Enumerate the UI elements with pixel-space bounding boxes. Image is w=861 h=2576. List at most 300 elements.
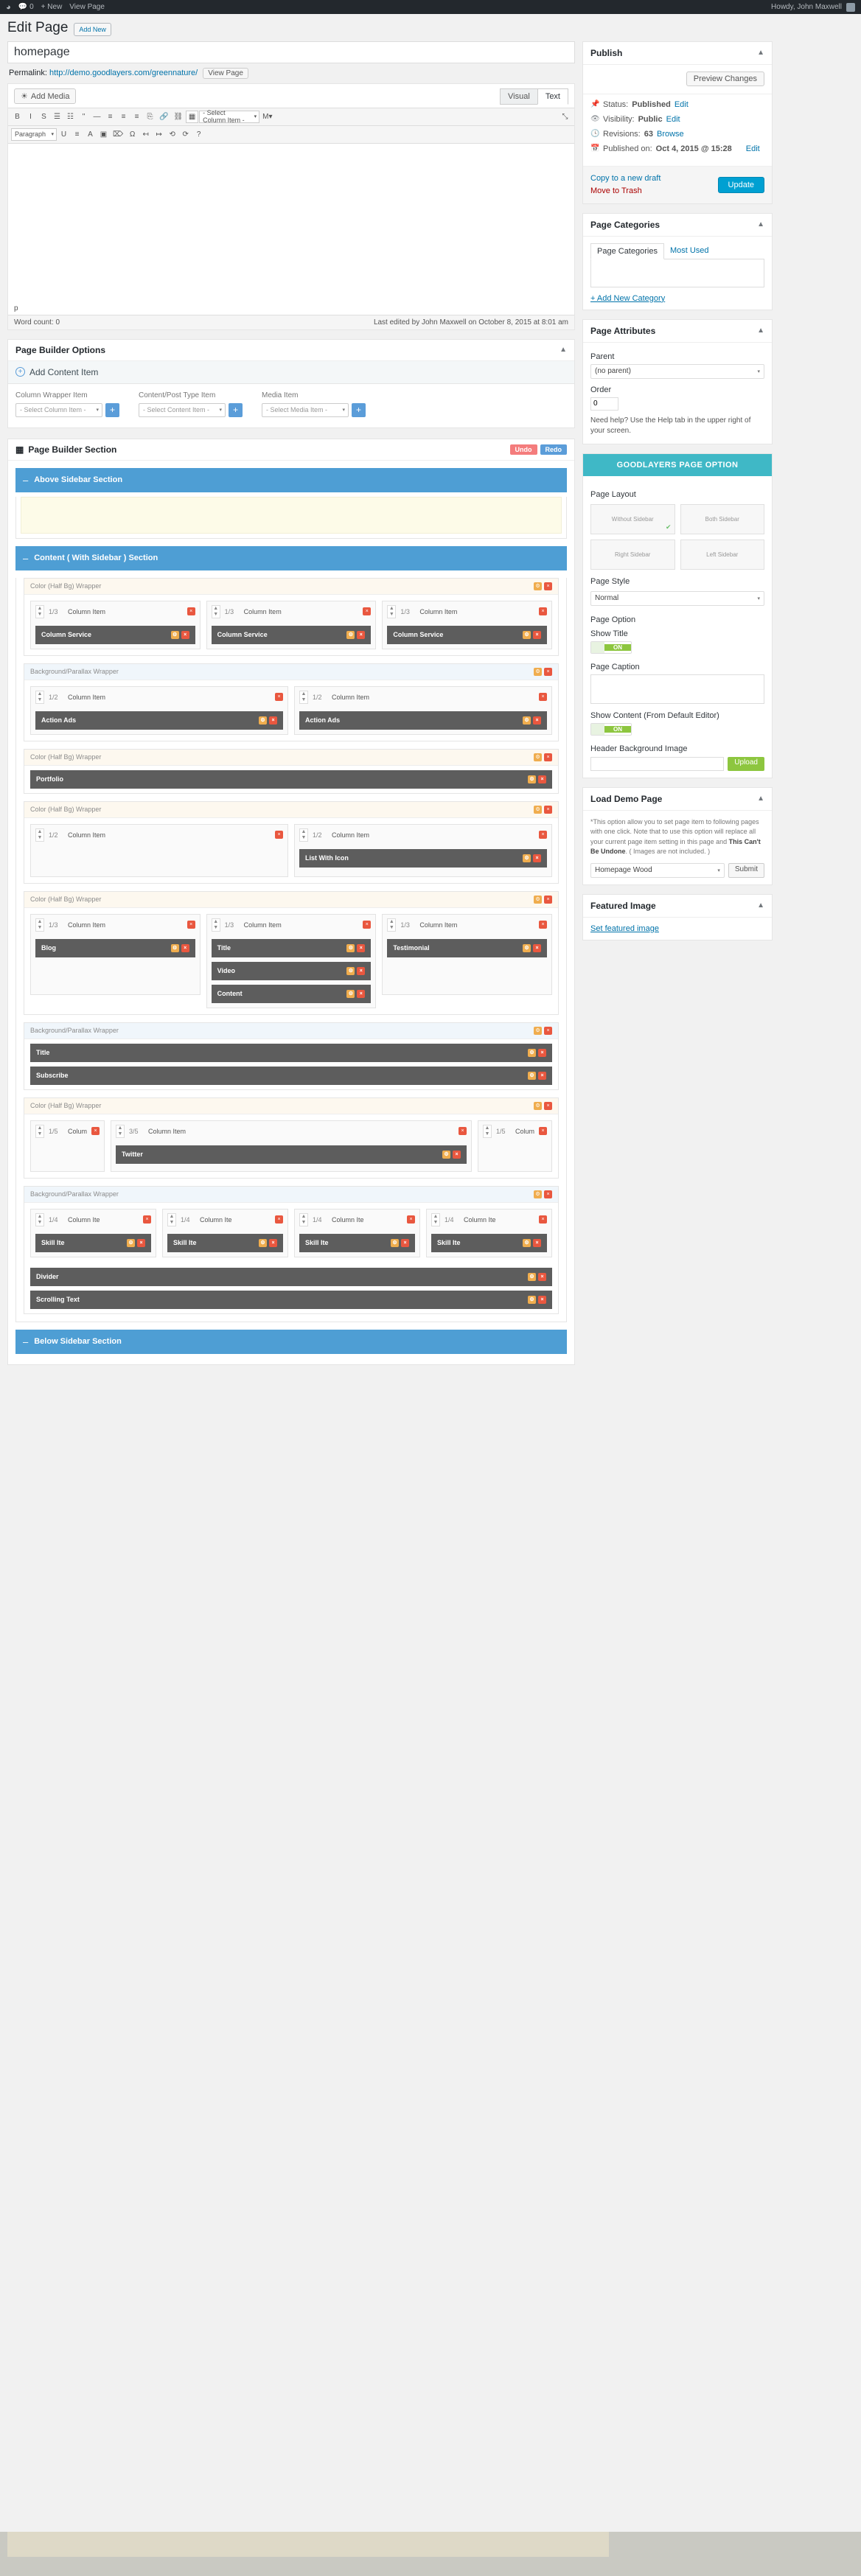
word-count: Word count: 0: [14, 318, 60, 327]
admin-bar: [0, 0, 861, 14]
content-item-selectors: [8, 384, 574, 427]
below-sidebar-drop-area[interactable]: [7, 2532, 609, 2557]
permalink-url[interactable]: http://demo.goodlayers.com/greennature/: [49, 68, 198, 77]
column-size-stepper[interactable]: ▲ ▼: [167, 1213, 176, 1226]
column-item[interactable]: ▲ ▼ 1/4 Column Ite × Skill Ite ⚙ ×: [162, 1209, 288, 1257]
page-builder-options-box: [7, 339, 575, 428]
wrapper-header: Background/Parallax Wrapper ⚙ ×: [24, 664, 558, 680]
page-caption-textarea[interactable]: [590, 674, 764, 704]
text-color-icon[interactable]: A: [88, 130, 93, 139]
add-media-button[interactable]: ☀ Add Media: [14, 88, 76, 104]
content-block[interactable]: Video ⚙ ×: [212, 962, 372, 980]
undo-icon[interactable]: ⟲: [169, 130, 175, 139]
section-above-sidebar[interactable]: – Above Sidebar Section: [15, 468, 567, 492]
delete-icon[interactable]: ×: [363, 607, 371, 615]
content-block[interactable]: Twitter ⚙ ×: [116, 1145, 467, 1164]
wrapper-body: [24, 818, 558, 883]
goodlayers-page-option-box: [582, 453, 773, 778]
delete-icon[interactable]: ×: [357, 944, 365, 952]
avatar: [846, 3, 855, 12]
delete-icon[interactable]: ×: [269, 716, 277, 725]
content-block[interactable]: Divider ⚙ ×: [30, 1268, 552, 1286]
admin-bar-greeting[interactable]: Howdy, John Maxwell: [771, 3, 842, 11]
column-size-stepper[interactable]: ▲ ▼: [35, 918, 44, 932]
admin-bar-comments[interactable]: 💬 0: [18, 3, 34, 11]
page-wrap: [0, 14, 861, 1365]
delete-icon[interactable]: ×: [91, 1127, 100, 1135]
delete-icon[interactable]: ×: [544, 806, 552, 814]
column-size-stepper[interactable]: ▲ ▼: [35, 828, 44, 842]
wordpress-logo-icon[interactable]: ◕: [6, 2, 11, 12]
delete-icon[interactable]: ×: [539, 693, 547, 701]
wrapper-parallax-1: [24, 663, 559, 741]
settings-icon[interactable]: ⚙: [534, 582, 542, 590]
delete-icon[interactable]: ×: [538, 1273, 546, 1281]
page-builder-section-box: [7, 439, 575, 1365]
add-new-page-button[interactable]: Add New: [74, 23, 111, 36]
settings-icon[interactable]: ⚙: [523, 631, 531, 639]
chevron-up-icon[interactable]: ▲: [757, 795, 764, 803]
settings-icon[interactable]: ⚙: [534, 1190, 542, 1198]
settings-icon[interactable]: ⚙: [259, 1239, 267, 1247]
column-size-stepper[interactable]: ▲ ▼: [387, 605, 396, 618]
header-background-upload-row: [590, 757, 764, 771]
column-item[interactable]: ▲ ▼ 1/2 Column Item × Action Ads ⚙ ×: [30, 686, 288, 735]
tab-page-categories[interactable]: Page Categories: [590, 243, 664, 259]
layout-without-sidebar[interactable]: Without Sidebar ✔: [590, 504, 675, 534]
gdlr-shortcode-select[interactable]: - Select Column Item - ▾: [199, 111, 259, 123]
settings-icon[interactable]: ⚙: [127, 1239, 135, 1247]
content-block[interactable]: Title ⚙ ×: [30, 1044, 552, 1062]
settings-icon[interactable]: ⚙: [442, 1151, 450, 1159]
settings-icon[interactable]: ⚙: [528, 775, 536, 783]
horizontal-rule-icon[interactable]: —: [93, 112, 101, 121]
paste-as-text-icon[interactable]: ▣: [100, 130, 108, 139]
editor-tabs: [501, 88, 568, 105]
collapse-icon[interactable]: –: [23, 1336, 29, 1347]
clear-formatting-icon[interactable]: ⌦: [113, 130, 124, 139]
wrapper-color-half-bg-3: [24, 801, 559, 884]
update-button[interactable]: Update: [718, 177, 764, 193]
content-block[interactable]: Skill Ite ⚙ ×: [35, 1234, 151, 1252]
admin-bar-view-page[interactable]: View Page: [69, 3, 105, 11]
delete-icon[interactable]: ×: [453, 1151, 461, 1159]
settings-icon[interactable]: ⚙: [534, 753, 542, 761]
column-size-stepper[interactable]: ▲ ▼: [212, 605, 220, 618]
page-layout-options: [590, 504, 764, 570]
settings-icon[interactable]: ⚙: [528, 1072, 536, 1080]
settings-icon[interactable]: ⚙: [171, 631, 179, 639]
column-size-stepper[interactable]: ▲ ▼: [116, 1125, 125, 1138]
add-media-item-button[interactable]: +: [352, 403, 366, 417]
settings-icon[interactable]: ⚙: [391, 1239, 399, 1247]
media-item-selector-group: Media Item - Select Media Item - ▾ +: [262, 391, 366, 417]
delete-icon[interactable]: ×: [544, 668, 552, 676]
content-block[interactable]: Blog ⚙ ×: [35, 939, 195, 957]
numbered-list-icon[interactable]: ☷: [67, 112, 74, 121]
editor-toolbar-row-2: [8, 126, 574, 144]
column-item[interactable]: ▲ ▼ 1/2 Column Item × Action Ads ⚙ ×: [294, 686, 552, 735]
page-attributes-box: [582, 319, 773, 444]
settings-icon[interactable]: ⚙: [534, 1027, 542, 1035]
delete-icon[interactable]: ×: [401, 1239, 409, 1247]
bold-icon[interactable]: B: [15, 112, 20, 121]
view-page-button[interactable]: View Page: [203, 68, 248, 79]
settings-icon[interactable]: ⚙: [534, 668, 542, 676]
layout-left-sidebar[interactable]: Left Sidebar: [680, 540, 765, 570]
delete-icon[interactable]: ×: [544, 896, 552, 904]
wrapper-header: Background/Parallax Wrapper ⚙ ×: [24, 1187, 558, 1203]
column-size-stepper[interactable]: ▲ ▼: [35, 1125, 44, 1138]
permalink-label: Permalink:: [9, 68, 47, 77]
set-featured-image-link[interactable]: Set featured image: [590, 924, 659, 933]
settings-icon[interactable]: ⚙: [523, 716, 531, 725]
featured-image-body: [583, 918, 772, 940]
page-bottom-strip: [0, 2532, 861, 2576]
content-block[interactable]: Portfolio ⚙ ×: [30, 770, 552, 789]
content-block[interactable]: Scrolling Text ⚙ ×: [30, 1291, 552, 1309]
layout-right-sidebar[interactable]: Right Sidebar: [590, 540, 675, 570]
featured-image-header: Featured Image ▲: [583, 895, 772, 918]
column-wrapper-selector-group: Column Wrapper Item - Select Column Item - ▾ +: [15, 391, 119, 417]
column-item[interactable]: ▲ ▼ 1/3 Column Item × Blog ⚙ ×: [30, 914, 201, 995]
column-size-stepper[interactable]: ▲ ▼: [35, 605, 44, 618]
shortcode-grid-icon[interactable]: ▦: [186, 111, 198, 123]
upload-button[interactable]: Upload: [728, 757, 764, 771]
publish-actions: [583, 166, 772, 203]
content-block[interactable]: Skill Ite ⚙ ×: [167, 1234, 283, 1252]
align-center-icon[interactable]: ≡: [121, 112, 126, 121]
page-builder-options-header: Page Builder Options ▲: [8, 340, 574, 361]
add-content-item-bar[interactable]: + Add Content Item: [8, 361, 574, 384]
column-item[interactable]: ▲ ▼ 1/4 Column Ite × Skill Ite ⚙ ×: [294, 1209, 420, 1257]
delete-icon[interactable]: ×: [538, 775, 546, 783]
content-block[interactable]: Skill Ite ⚙ ×: [431, 1234, 547, 1252]
settings-icon[interactable]: ⚙: [534, 806, 542, 814]
edit-visibility-link[interactable]: Edit: [666, 114, 680, 124]
delete-icon[interactable]: ×: [357, 990, 365, 998]
settings-icon[interactable]: ⚙: [259, 716, 267, 725]
delete-icon[interactable]: ×: [539, 607, 547, 615]
content-type-select[interactable]: - Select Content Item - ▾: [139, 403, 226, 417]
revisions-row: 🕓 Revisions: 63 Browse: [590, 129, 684, 139]
chevron-up-icon[interactable]: ▲: [757, 220, 764, 229]
wrapper-parallax-2: [24, 1022, 559, 1090]
pin-icon: 📌: [590, 100, 600, 109]
parent-label: Parent: [590, 352, 615, 361]
wrapper-color-half-bg-4: [24, 891, 559, 1015]
delete-icon[interactable]: ×: [357, 967, 365, 975]
chevron-up-icon[interactable]: ▲: [757, 327, 764, 335]
show-content-toggle[interactable]: ON: [590, 723, 632, 736]
publish-top: [583, 65, 772, 94]
editor-status-bar: [8, 315, 574, 329]
header-background-input[interactable]: [590, 757, 724, 771]
delete-icon[interactable]: ×: [544, 1102, 552, 1110]
column-wrapper-select[interactable]: - Select Column Item - ▾: [15, 403, 102, 417]
media-item-select[interactable]: - Select Media Item - ▾: [262, 403, 349, 417]
post-title-input[interactable]: [7, 41, 575, 63]
column-item[interactable]: ▲ ▼ 1/3 Column Item × Title ⚙ × Video ⚙ × Content ⚙ ×: [206, 914, 377, 1008]
delete-icon[interactable]: ×: [269, 1239, 277, 1247]
delete-icon[interactable]: ×: [275, 693, 283, 701]
delete-icon[interactable]: ×: [181, 631, 189, 639]
column-size-stepper[interactable]: ▲ ▼: [212, 918, 220, 932]
align-right-icon[interactable]: ≡: [134, 112, 139, 121]
attributes-help-text: Need help? Use the Help tab in the upper right of your screen.: [590, 416, 751, 436]
content-block[interactable]: Skill Ite ⚙ ×: [299, 1234, 415, 1252]
delete-icon[interactable]: ×: [539, 921, 547, 929]
parent-select[interactable]: (no parent) ▾: [590, 364, 764, 379]
publish-header: Publish ▲: [583, 42, 772, 65]
wrapper-color-half-bg-1: [24, 578, 559, 656]
editor-box: [7, 83, 575, 330]
published-on-row: 📅 Published on: Oct 4, 2015 @ 15:28 Edit: [590, 144, 760, 153]
delete-icon[interactable]: ×: [533, 631, 541, 639]
edit-published-link[interactable]: Edit: [745, 144, 760, 153]
wrapper-header: Color (Half Bg) Wrapper ⚙ ×: [24, 802, 558, 818]
demo-page-select[interactable]: Homepage Wood ▾: [590, 863, 725, 878]
wrapper-header: Color (Half Bg) Wrapper ⚙ ×: [24, 750, 558, 766]
permalink-row: [9, 69, 575, 77]
delete-icon[interactable]: ×: [187, 921, 195, 929]
delete-icon[interactable]: ×: [357, 631, 365, 639]
settings-icon[interactable]: ⚙: [346, 631, 355, 639]
preview-changes-button[interactable]: Preview Changes: [686, 71, 764, 86]
settings-icon[interactable]: ⚙: [528, 1296, 536, 1304]
main-column: [7, 41, 575, 1365]
revisions-icon: 🕓: [590, 130, 600, 139]
settings-icon[interactable]: ⚙: [346, 990, 355, 998]
chevron-up-icon[interactable]: ▲: [757, 49, 764, 57]
demo-submit-button[interactable]: Submit: [728, 863, 764, 878]
delete-icon[interactable]: ×: [544, 582, 552, 590]
column-size-stepper[interactable]: ▲ ▼: [35, 691, 44, 704]
page-title: Edit Page: [7, 20, 69, 35]
wrapper-header: Color (Half Bg) Wrapper ⚙ ×: [24, 1098, 558, 1114]
read-more-icon[interactable]: ⛓: [173, 112, 184, 121]
collapse-icon[interactable]: –: [23, 474, 29, 486]
content-block[interactable]: Action Ads ⚙ ×: [35, 711, 283, 730]
column-item[interactable]: ▲ ▼ 1/2 Column Item ×: [30, 824, 288, 877]
add-column-wrapper-button[interactable]: +: [105, 403, 119, 417]
delete-icon[interactable]: ×: [544, 1027, 552, 1035]
edit-status-link[interactable]: Edit: [674, 100, 689, 109]
tab-visual[interactable]: Visual: [500, 88, 538, 105]
admin-bar-new[interactable]: + New: [41, 3, 63, 11]
delete-icon[interactable]: ×: [533, 716, 541, 725]
indent-icon[interactable]: ↦: [156, 130, 162, 139]
wrapper-color-half-bg-5: [24, 1097, 559, 1179]
column-item[interactable]: ▲ ▼ 1/2 Column Item × List With Icon ⚙ ×: [294, 824, 552, 877]
font-size-icon[interactable]: M▾: [262, 112, 273, 121]
delete-icon[interactable]: ×: [275, 1215, 283, 1224]
strikethrough-icon[interactable]: S: [41, 112, 46, 121]
wrapper-header: Color (Half Bg) Wrapper ⚙ ×: [24, 892, 558, 908]
wrapper-body: [24, 1203, 558, 1263]
add-new-category-link[interactable]: + Add New Category: [590, 293, 666, 303]
special-character-icon[interactable]: Ω: [129, 130, 136, 139]
column-item[interactable]: ▲ ▼ 1/5 Colum ×: [478, 1120, 552, 1172]
link-icon[interactable]: ⎘: [147, 112, 153, 121]
content-block[interactable]: Subscribe ⚙ ×: [30, 1067, 552, 1085]
page-style-select[interactable]: Normal ▾: [590, 591, 764, 606]
redo-button[interactable]: Redo: [540, 444, 568, 455]
undo-button[interactable]: Undo: [510, 444, 537, 455]
show-title-toggle[interactable]: ON: [590, 641, 632, 654]
column-item[interactable]: ▲ ▼ 1/3 Column Item × Column Service ⚙ ×: [30, 601, 201, 649]
calendar-icon: 📅: [590, 144, 600, 153]
delete-icon[interactable]: ×: [539, 1215, 547, 1224]
column-size-stepper[interactable]: ▲ ▼: [299, 1213, 308, 1226]
redo-icon[interactable]: ⟳: [182, 130, 189, 139]
delete-icon[interactable]: ×: [538, 1072, 546, 1080]
editor-path: p: [14, 304, 18, 313]
order-label: Order: [590, 385, 612, 394]
empty-drop-area[interactable]: [21, 497, 562, 534]
add-content-type-button[interactable]: +: [229, 403, 243, 417]
show-title-label: Show Title: [590, 629, 628, 638]
column-size-stepper[interactable]: ▲ ▼: [299, 691, 308, 704]
column-item[interactable]: ▲ ▼ 1/4 Column Ite × Skill Ite ⚙ ×: [426, 1209, 552, 1257]
delete-icon[interactable]: ×: [459, 1127, 467, 1135]
demo-note: *This option allow you to set page item to following pages with one click. Note that to use this option will replace all your current page item setting in this page and This Can't Be Undone. ( Images are not included. ): [590, 817, 761, 856]
wrapper-body: [24, 680, 558, 741]
delete-icon[interactable]: ×: [533, 854, 541, 862]
page-categories-header: Page Categories ▲: [583, 214, 772, 237]
column-item[interactable]: ▲ ▼ 1/3 Column Item × Testimonial ⚙ ×: [382, 914, 552, 995]
browse-revisions-link[interactable]: Browse: [657, 129, 684, 139]
category-list[interactable]: [590, 259, 764, 287]
section-below-sidebar[interactable]: – Below Sidebar Section: [15, 1330, 567, 1354]
column-item[interactable]: ▲ ▼ 1/5 Colum ×: [30, 1120, 105, 1172]
column-size-stepper[interactable]: ▲ ▼: [483, 1125, 492, 1138]
above-sidebar-body: [15, 497, 567, 539]
comment-icon: 💬: [18, 3, 28, 11]
tab-most-used[interactable]: Most Used: [669, 245, 709, 255]
unlink-icon[interactable]: 🔗: [159, 112, 169, 121]
settings-icon[interactable]: ⚙: [346, 944, 355, 952]
content-block[interactable]: Action Ads ⚙ ×: [299, 711, 547, 730]
column-item[interactable]: ▲ ▼ 1/4 Column Ite × Skill Ite ⚙ ×: [30, 1209, 156, 1257]
delete-icon[interactable]: ×: [187, 607, 195, 615]
page-attributes-header: Page Attributes ▲: [583, 320, 772, 343]
content-block[interactable]: Column Service ⚙ ×: [35, 626, 195, 644]
settings-icon[interactable]: ⚙: [523, 854, 531, 862]
content-block[interactable]: Testimonial ⚙ ×: [387, 939, 547, 957]
outdent-icon[interactable]: ↤: [142, 130, 149, 139]
justify-icon[interactable]: ≡: [74, 130, 80, 139]
editor-content-area[interactable]: [8, 144, 574, 302]
delete-icon[interactable]: ×: [538, 1049, 546, 1057]
delete-icon[interactable]: ×: [143, 1215, 151, 1224]
bullet-list-icon[interactable]: ☰: [54, 112, 60, 121]
delete-icon[interactable]: ×: [538, 1296, 546, 1304]
content-block[interactable]: Column Service ⚙ ×: [387, 626, 547, 644]
column-size-stepper[interactable]: ▲ ▼: [35, 1213, 44, 1226]
settings-icon[interactable]: ⚙: [171, 944, 179, 952]
status-row: 📌 Status: Published Edit: [590, 100, 689, 109]
order-input[interactable]: [590, 397, 618, 411]
last-edited: Last edited by John Maxwell on October 8, 2015 at 8:01 am: [373, 318, 568, 327]
collapse-icon[interactable]: –: [23, 552, 29, 564]
settings-icon[interactable]: ⚙: [523, 944, 531, 952]
column-item[interactable]: ▲ ▼ 3/5 Column Item × Twitter ⚙ ×: [111, 1120, 472, 1172]
goodlayers-body: [583, 476, 772, 778]
wrapper-header: Color (Half Bg) Wrapper ⚙ ×: [24, 579, 558, 595]
delete-icon[interactable]: ×: [544, 1190, 552, 1198]
tab-text[interactable]: Text: [537, 88, 568, 105]
delete-icon[interactable]: ×: [363, 921, 371, 929]
chevron-up-icon[interactable]: ▲: [560, 346, 567, 355]
publish-box: [582, 41, 773, 204]
page-title-row: [7, 18, 854, 37]
settings-icon[interactable]: ⚙: [534, 1102, 542, 1110]
goodlayers-header: GOODLAYERS PAGE OPTION: [583, 454, 772, 476]
content-block[interactable]: List With Icon ⚙ ×: [299, 849, 547, 868]
underline-icon[interactable]: U: [60, 130, 67, 139]
delete-icon[interactable]: ×: [539, 1127, 547, 1135]
column-size-stepper[interactable]: ▲ ▼: [299, 828, 308, 842]
delete-icon[interactable]: ×: [181, 944, 189, 952]
content-block[interactable]: Content ⚙ ×: [212, 985, 372, 1003]
content-type-selector-group: Content/Post Type Item - Select Content Item - ▾ +: [139, 391, 243, 417]
delete-icon[interactable]: ×: [533, 1239, 541, 1247]
chevron-up-icon[interactable]: ▲: [757, 901, 764, 910]
delete-icon[interactable]: ×: [533, 944, 541, 952]
blockquote-icon[interactable]: ": [82, 112, 86, 121]
plus-circle-icon: +: [15, 367, 25, 377]
page-builder-section-header: ▦ Page Builder Section Undo Redo: [8, 439, 574, 461]
align-left-icon[interactable]: ≡: [108, 112, 113, 121]
help-icon[interactable]: ?: [196, 130, 201, 139]
column-size-stepper[interactable]: ▲ ▼: [387, 918, 396, 932]
wrapper-body: [24, 908, 558, 1014]
wrapper-parallax-3: [24, 1186, 559, 1314]
page-caption-label: Page Caption: [590, 662, 640, 671]
italic-icon[interactable]: I: [29, 112, 32, 121]
content-block[interactable]: Title ⚙ ×: [212, 939, 372, 957]
delete-icon[interactable]: ×: [275, 831, 283, 839]
fullscreen-icon[interactable]: ⤡: [562, 112, 568, 121]
section-content-with-sidebar[interactable]: – Content ( With Sidebar ) Section: [15, 546, 567, 570]
paragraph-format-select[interactable]: Paragraph ▾: [11, 128, 57, 141]
load-demo-body: [583, 811, 772, 884]
content-block[interactable]: Column Service ⚙ ×: [212, 626, 372, 644]
column-size-stepper[interactable]: ▲ ▼: [431, 1213, 440, 1226]
settings-icon[interactable]: ⚙: [346, 967, 355, 975]
settings-icon[interactable]: ⚙: [523, 1239, 531, 1247]
header-background-label: Header Background Image: [590, 744, 688, 753]
wrapper-body: [24, 595, 558, 655]
page-attributes-body: [583, 343, 772, 444]
column-item[interactable]: ▲ ▼ 1/3 Column Item × Column Service ⚙ ×: [206, 601, 377, 649]
settings-icon[interactable]: ⚙: [528, 1273, 536, 1281]
delete-icon[interactable]: ×: [407, 1215, 415, 1224]
column-item[interactable]: ▲ ▼ 1/3 Column Item × Column Service ⚙ ×: [382, 601, 552, 649]
eye-icon: 👁: [590, 115, 600, 124]
delete-icon[interactable]: ×: [544, 753, 552, 761]
copy-to-new-draft-link[interactable]: Copy to a new draft: [590, 173, 661, 183]
delete-icon[interactable]: ×: [137, 1239, 145, 1247]
settings-icon[interactable]: ⚙: [534, 896, 542, 904]
featured-image-box: [582, 894, 773, 940]
delete-icon[interactable]: ×: [539, 831, 547, 839]
layout-both-sidebar[interactable]: Both Sidebar: [680, 504, 765, 534]
settings-icon[interactable]: ⚙: [528, 1049, 536, 1057]
move-to-trash-link[interactable]: Move to Trash: [590, 186, 642, 195]
media-icon: ☀: [21, 92, 28, 102]
